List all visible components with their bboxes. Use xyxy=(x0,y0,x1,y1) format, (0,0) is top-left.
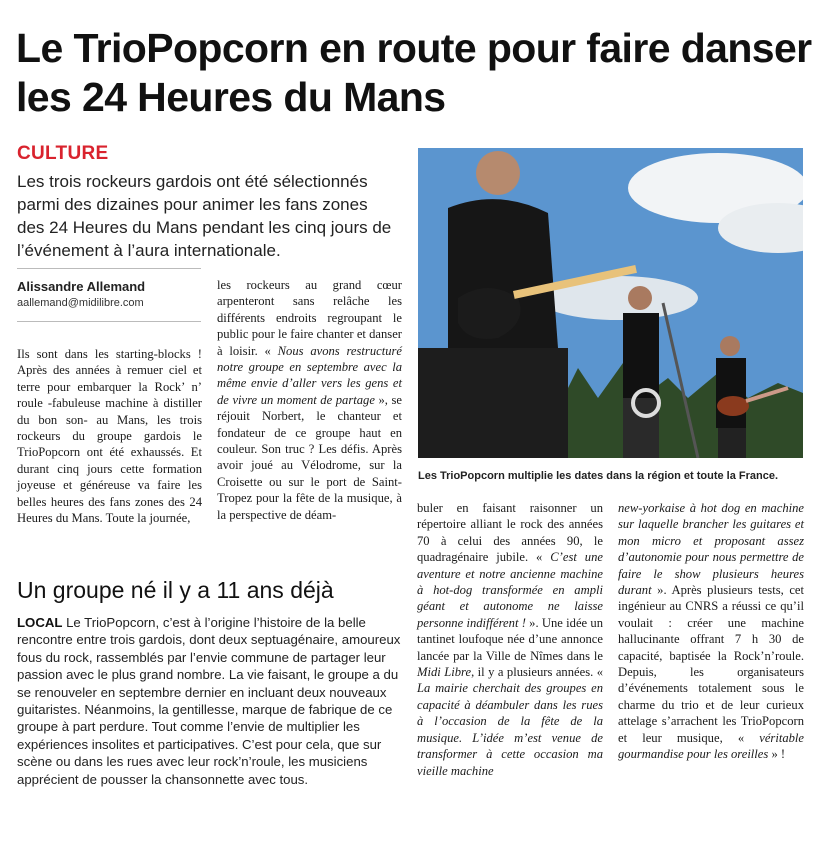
lede-paragraph: Les trois rockeurs gardois ont été sélectionnés parmi des dizaines pour animer les fans zones des 24 Heures du Mans pendant les cinq jours de l’événement à l’aura internationale. xyxy=(17,172,392,260)
subheading: Un groupe né il y a 11 ans déjà xyxy=(17,577,334,603)
singer-legs xyxy=(623,398,659,458)
headline: Le TrioPopcorn en route pour faire danser les 24 Heures du Mans xyxy=(16,25,812,120)
body-column-1: Ils sont dans les starting-blocks ! Après des années à remuer ciel et terre pour embarquer la Rock’ n’ roule -fabuleuse machine à distiller du bon son- au Mans, les trois rockeurs du groupe gardois le TrioPopcorn ont été exhaussés. Et durant cinq jours cette formation joyeuse et généreuse va faire les belles heures des fans zones des 24 Heures du Mans. Toute la journée, xyxy=(17,347,202,526)
byline-divider-top xyxy=(17,268,201,269)
col2-text-b: », se réjouit Norbert, le chanteur et fondateur de ce groupe haut en couleur. Son truc ? Les défis. Après avoir joué au Vélodrome, sur la Croisette ou sur le port de Saint-Tropez pour la fête de la musique, à la perspective de déam- xyxy=(217,392,402,522)
author-email[interactable]: aallemand@midilibre.com xyxy=(17,297,144,309)
guitarist-head xyxy=(476,151,520,195)
col3-text-a: buler en faisant raisonner un répertoire alliant le rock des années 70 à celui des années 90, le quadragénaire jubile. « xyxy=(417,501,603,565)
guitarist2-guitar xyxy=(717,396,749,416)
col4-text-b: » ! xyxy=(768,747,786,762)
body-column-3 xyxy=(417,500,603,779)
band-photo-illustration xyxy=(418,148,803,458)
body-column-4 xyxy=(618,500,804,763)
guitarist2-body xyxy=(716,358,746,428)
photo-caption: Les TrioPopcorn multiplie les dates dans la région et toute la France. xyxy=(418,470,779,482)
local-paragraph xyxy=(17,614,402,788)
col4-quote-2: véritable gourmandise pour les oreilles xyxy=(618,730,804,762)
col3-text-c: , il y a plusieurs années. « xyxy=(471,665,603,680)
singer-body xyxy=(623,313,659,398)
singer-head xyxy=(628,286,652,310)
col3-quote-2: La mairie cherchait des groupes en capacité à déambuler dans les rues à l’occasion de la fête de la musique. L’idée m’est venue de transformer à cette occasion ma vieille machine xyxy=(417,681,603,778)
col2-quote: Nous avons restructuré notre groupe en septembre avec la même envie d’aller vers les gens et de vivre un moment de partage xyxy=(217,343,402,407)
guitarist2-head xyxy=(720,336,740,356)
byline-divider-bottom xyxy=(17,321,201,322)
band-photo xyxy=(418,148,803,458)
col3-newspaper: Midi Libre xyxy=(417,665,472,680)
guitarist-legs xyxy=(418,348,568,458)
col3-text-b: ». Une idée un tantinet loufoque née d’une annonce lancée par la Ville de Nîmes dans le xyxy=(417,615,603,663)
col3-quote-1: C’est une aventure et notre ancienne machine à hot-dog transformée en ampli géant et autonome ne laisse personne indifférent ! xyxy=(417,550,603,630)
guitarist2-legs xyxy=(718,428,746,458)
body-column-2 xyxy=(217,277,402,523)
local-tag: LOCAL xyxy=(17,615,63,630)
author-name: Alissandre Allemand xyxy=(17,279,146,294)
local-text: Le TrioPopcorn, c’est à l’origine l’histoire de la belle rencontre entre trois gardois, dont deux septuagénaire, amoureux fous du rock, rassemblés par l’envie commune de partager leur passion avec le plus grand nombre. La vie faisant, le groupe a du se renouveler en septembre dernier en incluant deux nouveaux guitaristes. Néanmoins, la gentillesse, marque de fabrique de ce groupe à part perdure. Tout comme l’envie de multiplier les expériences insolites et participatives. C’est pour cela, que sur scène ou dans les rues avec leur rock’n’roule, les musiciens apprécient de pousser la chansonnette avec tous. xyxy=(17,615,401,787)
section-rubric: CULTURE xyxy=(17,143,109,164)
col4-text-a: ». Après plusieurs tests, cet ingénieur au CNRS a réussi ce qu’il voulait : créer une machine hallucinante offrant 7 h 30 de capacité, baptisée la Rock’n’roule. Depuis, les organisateurs d’événements totalement sous le charme du trio et de leur curieux attelage s’arrachent les TrioPopcorn et leur musique, « xyxy=(618,583,804,745)
col4-quote: new-yorkaise à hot dog en machine sur laquelle brancher les guitares et mon micro et proposant assez d’autonomie pour nous permettre de faire le show plusieurs heures durant xyxy=(618,501,804,598)
col2-text-a: les rockeurs au grand cœur arpenteront sans relâche les différents endroits regroupant le public pour le faire chanter et danser à loisir. « xyxy=(217,278,402,358)
